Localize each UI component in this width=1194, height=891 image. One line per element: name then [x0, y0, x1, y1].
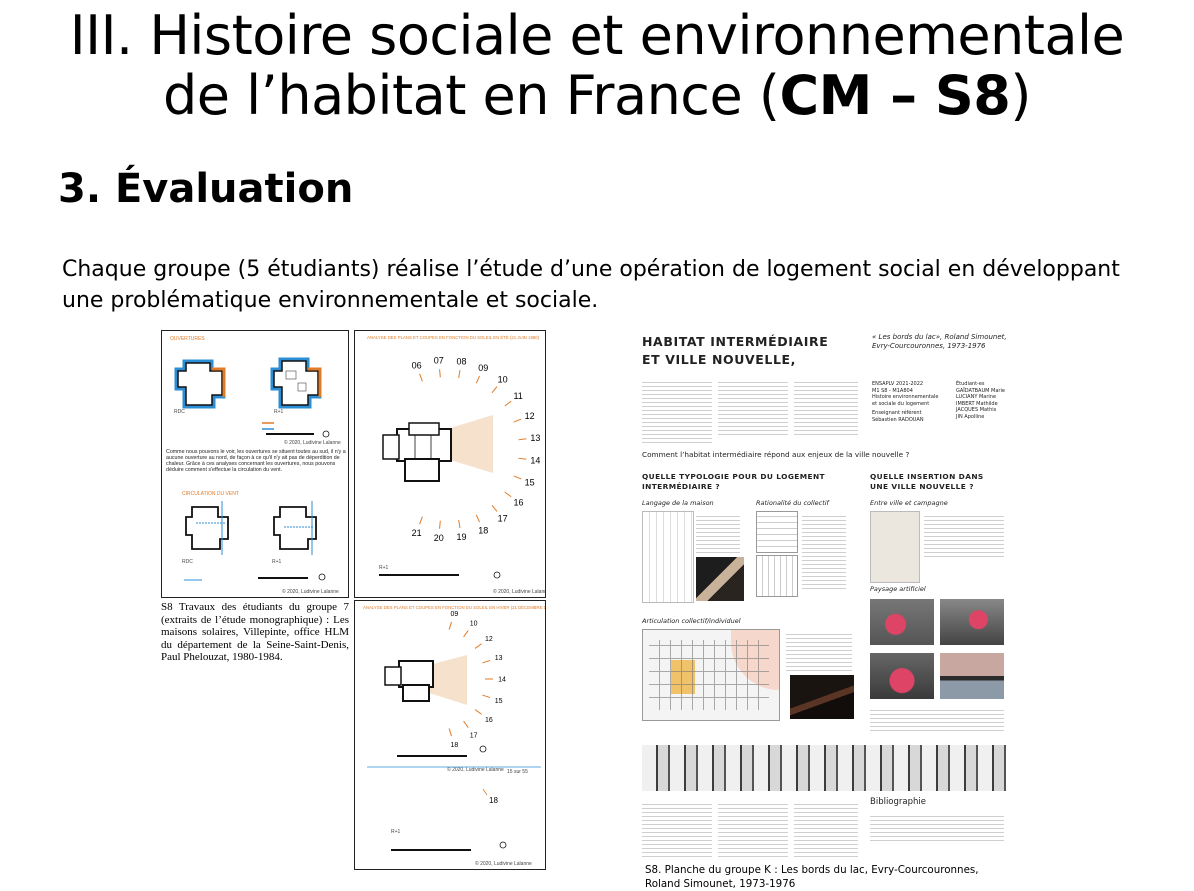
plan-r1-openings: [272, 359, 320, 407]
sun-hour-label: 12: [484, 635, 493, 643]
sun-ray-tick: [482, 695, 490, 697]
poster-sub4: Paysage artificiel: [870, 585, 926, 593]
sun-hour-label: 09: [450, 610, 459, 618]
biblio-text: [870, 813, 1004, 843]
sun-hour-label: 10: [497, 374, 508, 385]
sun-ray-tick: [449, 728, 451, 736]
slide-title: [0, 6, 1194, 126]
sun-hour-label: 14: [498, 676, 506, 684]
poster-bottom-text-2: [718, 801, 788, 857]
sun-hour-label: 15: [494, 697, 503, 705]
sun-winter-drawing: [355, 601, 545, 869]
sun-ray-tick: [476, 376, 479, 383]
sun-ray-tick: [464, 721, 469, 727]
plate-sun-winter: [354, 600, 546, 870]
articulation-text: [786, 631, 852, 671]
plate1-credit: © 2020, Ludivine Lalanne: [284, 440, 341, 446]
poster-biblio: Bibliographie: [870, 797, 926, 807]
sun-hour-label: 08: [456, 356, 467, 367]
poster-sub2: Rationalité du collectif: [756, 499, 829, 507]
sun-ray-tick: [449, 622, 451, 630]
sun-hour-label: 16: [484, 717, 493, 725]
sun-ray-tick: [492, 387, 497, 393]
maison-plans: [642, 511, 694, 603]
svg-text:R+1: R+1: [391, 829, 401, 835]
poster: [636, 327, 1008, 863]
plate3-credit: © 2020, Ludivine Lalanne: [447, 767, 504, 773]
sun-ray-tick: [514, 419, 521, 422]
plate2-head: ANALYSE DES PLANS ET COUPES EN FONCTION DU SOLEIL EN ÉTÉ (21 JUIN 1980): [367, 335, 540, 340]
plate1-text: Comme nous pouvons le voir, les ouvertures se situent toutes au sud, il n'y a aucune ouverture au nord, de façon à ce qu'il n'y ait pas de déperdition de chaleur. Grâce à ces analyses concernant les ouvertures, nous pouvons déduire comment s'effectue la circulation du vent.: [166, 449, 346, 473]
sun-hour-label: 17: [497, 513, 508, 524]
svg-text:© 2020, Ludivine Lalanne: © 2020, Ludivine Lalanne: [475, 861, 532, 867]
intro-paragraph: Chaque groupe (5 étudiants) réalise l’étude d’une opération de logement social en développant une problématique environnementale et sociale.: [62, 257, 1120, 313]
sun-ray-tick: [518, 439, 526, 440]
sun-ray-tick: [476, 515, 479, 522]
plan-rdc-openings: [176, 361, 224, 407]
sun-ray-tick: [420, 517, 423, 525]
poster-school: ENSAPLV 2021-2022 M1 S8 - M1A804 Histoire environnementale et sociale du logement Enseignant référent Sébastien RADOUAN: [872, 381, 939, 423]
sun-hour-label: 19: [456, 531, 467, 542]
plate1-head1: OUVERTURES: [170, 336, 205, 342]
plate3-extra-hour: 18: [489, 796, 498, 805]
poster-col2-title: QUELLE INSERTION DANS UNE VILLE NOUVELLE ?: [870, 472, 984, 491]
section-heading: 3. Évaluation: [58, 166, 354, 212]
aerial-photo-3: [870, 653, 934, 699]
sun-hour-label: 13: [530, 432, 541, 443]
poster-sub3: Entre ville et campagne: [870, 499, 948, 507]
sun-ray-tick: [514, 476, 521, 479]
sun-hour-label: 15: [524, 477, 535, 488]
poster-students: Étudiant-es GAÏDATBAUM Marie LUCIANY Marine IMBERT Mathilde JACQUES Mathis JIN Apolline: [956, 381, 1005, 420]
insertion-text: [924, 513, 1004, 557]
svg-text:© 2020, Ludivine Lalanne: © 2020, Ludivine Lalanne: [493, 589, 545, 595]
collectif-plan: [756, 511, 798, 553]
landscape-photo: [940, 653, 1004, 699]
sun-ray-tick: [505, 492, 511, 497]
left-caption: S8 Travaux des étudiants du groupe 7 (extraits de l’étude monographique) : Les maisons solaires, Villepinte, office HLM du département de la Seine-Saint-Denis, Paul Phelouzat, 1980-1984.: [161, 601, 349, 663]
sun-hour-label: 18: [450, 742, 459, 750]
title-bold: CM – S8: [779, 64, 1011, 127]
plate-sun-summer: [354, 330, 546, 598]
sun-hour-label: 07: [433, 355, 444, 366]
sun-hour-label: 18: [478, 525, 489, 536]
collectif-plan-2: [756, 555, 798, 597]
plan-wind-rdc: [186, 501, 228, 555]
collectif-text: [802, 513, 846, 589]
sun-hour-label: 13: [494, 655, 503, 663]
sun-hour-label: 06: [411, 360, 422, 371]
sun-ray-tick: [475, 710, 481, 715]
sun-hour-label: 09: [478, 362, 489, 373]
plate1-head2: CIRCULATION DU VENT: [182, 491, 239, 497]
svg-text:© 2020, Ludivine Lalanne: © 2020, Ludivine Lalanne: [282, 589, 339, 595]
sun-ray-tick: [459, 370, 460, 378]
sun-ray-tick: [505, 401, 511, 406]
aerial-photo-1: [870, 599, 934, 645]
plate-ouvertures: [161, 330, 349, 598]
sun-ray-tick: [492, 505, 497, 511]
winter-plan: [385, 661, 433, 701]
plate3-head: ANALYSE DES PLANS ET COUPES EN FONCTION DU SOLEIL EN HIVER (21 DÉCEMBRE 1980): [363, 605, 545, 610]
title-line-2: de l’habitat en France (CM – S8): [163, 64, 1031, 127]
svg-text:R+1: R+1: [379, 565, 389, 571]
aerial-photo-2: [940, 599, 1004, 645]
poster-caption: S8. Planche du groupe K : Les bords du lac, Evry-Courcouronnes, Roland Simounet, 1973-1976: [645, 864, 979, 890]
maison-text: [696, 513, 740, 553]
sun-ray-tick: [482, 660, 490, 662]
svg-text:RDC: RDC: [182, 559, 193, 565]
sun-ray-tick: [420, 374, 423, 382]
title-line-1: III. Histoire sociale et environnementale: [69, 4, 1125, 67]
sun-hour-label: 10: [469, 620, 478, 628]
sun-ray-tick: [459, 520, 460, 528]
sun-hour-label: 12: [524, 410, 535, 421]
sun-ray-tick: [475, 644, 481, 649]
poster-sub5: Articulation collectif/individuel: [642, 617, 741, 625]
plate1-r1-label: R+1: [274, 409, 284, 415]
poster-question: Comment l’habitat intermédiaire répond aux enjeux de la ville nouvelle ?: [642, 450, 910, 459]
sun-hour-label: 20: [433, 532, 444, 543]
poster-text-block-2: [718, 379, 788, 435]
sun-hour-label: 14: [530, 455, 541, 466]
poster-sub1: Langage de la maison: [642, 499, 714, 507]
poster-title: HABITAT INTERMÉDIAIRE ET VILLE NOUVELLE,: [642, 334, 829, 367]
sun-ray-tick: [464, 630, 469, 636]
insertion-map: [870, 511, 920, 583]
panorama-photo: [642, 745, 1006, 791]
poster-bottom-text-1: [642, 801, 712, 857]
poster-subtitle: « Les bords du lac», Roland Simounet, Evry-Courcouronnes, 1973-1976: [872, 333, 1007, 350]
sun-hour-label: 16: [513, 497, 524, 508]
sun-ray-tick: [440, 521, 441, 529]
poster-bottom-text-3: [794, 801, 858, 857]
plate-ouvertures-drawing: [162, 331, 348, 597]
poster-text-block-1: [642, 379, 712, 445]
sun-summer-drawing: [355, 331, 545, 597]
sun-hour-label: 11: [513, 391, 523, 402]
sun-ray-tick: [440, 369, 441, 377]
plan-wind-r1: [274, 501, 316, 555]
sun-hour-label: 21: [411, 527, 422, 538]
maison-photo: [696, 557, 744, 601]
poster-col1-title: QUELLE TYPOLOGIE POUR DU LOGEMENT INTERMÉDIAIRE ?: [642, 472, 825, 491]
articulation-plan: [642, 629, 780, 721]
summer-plan: [383, 423, 451, 481]
plate3-page-label: 15 sur 55: [507, 769, 528, 775]
paysage-text: [870, 707, 1004, 731]
articulation-photo: [790, 675, 854, 719]
svg-text:R+1: R+1: [272, 559, 282, 565]
plate1-rdc-label: RDC: [174, 409, 185, 415]
poster-text-block-3: [794, 379, 858, 435]
sun-ray-tick: [518, 458, 526, 459]
sun-hour-label: 17: [469, 732, 478, 740]
